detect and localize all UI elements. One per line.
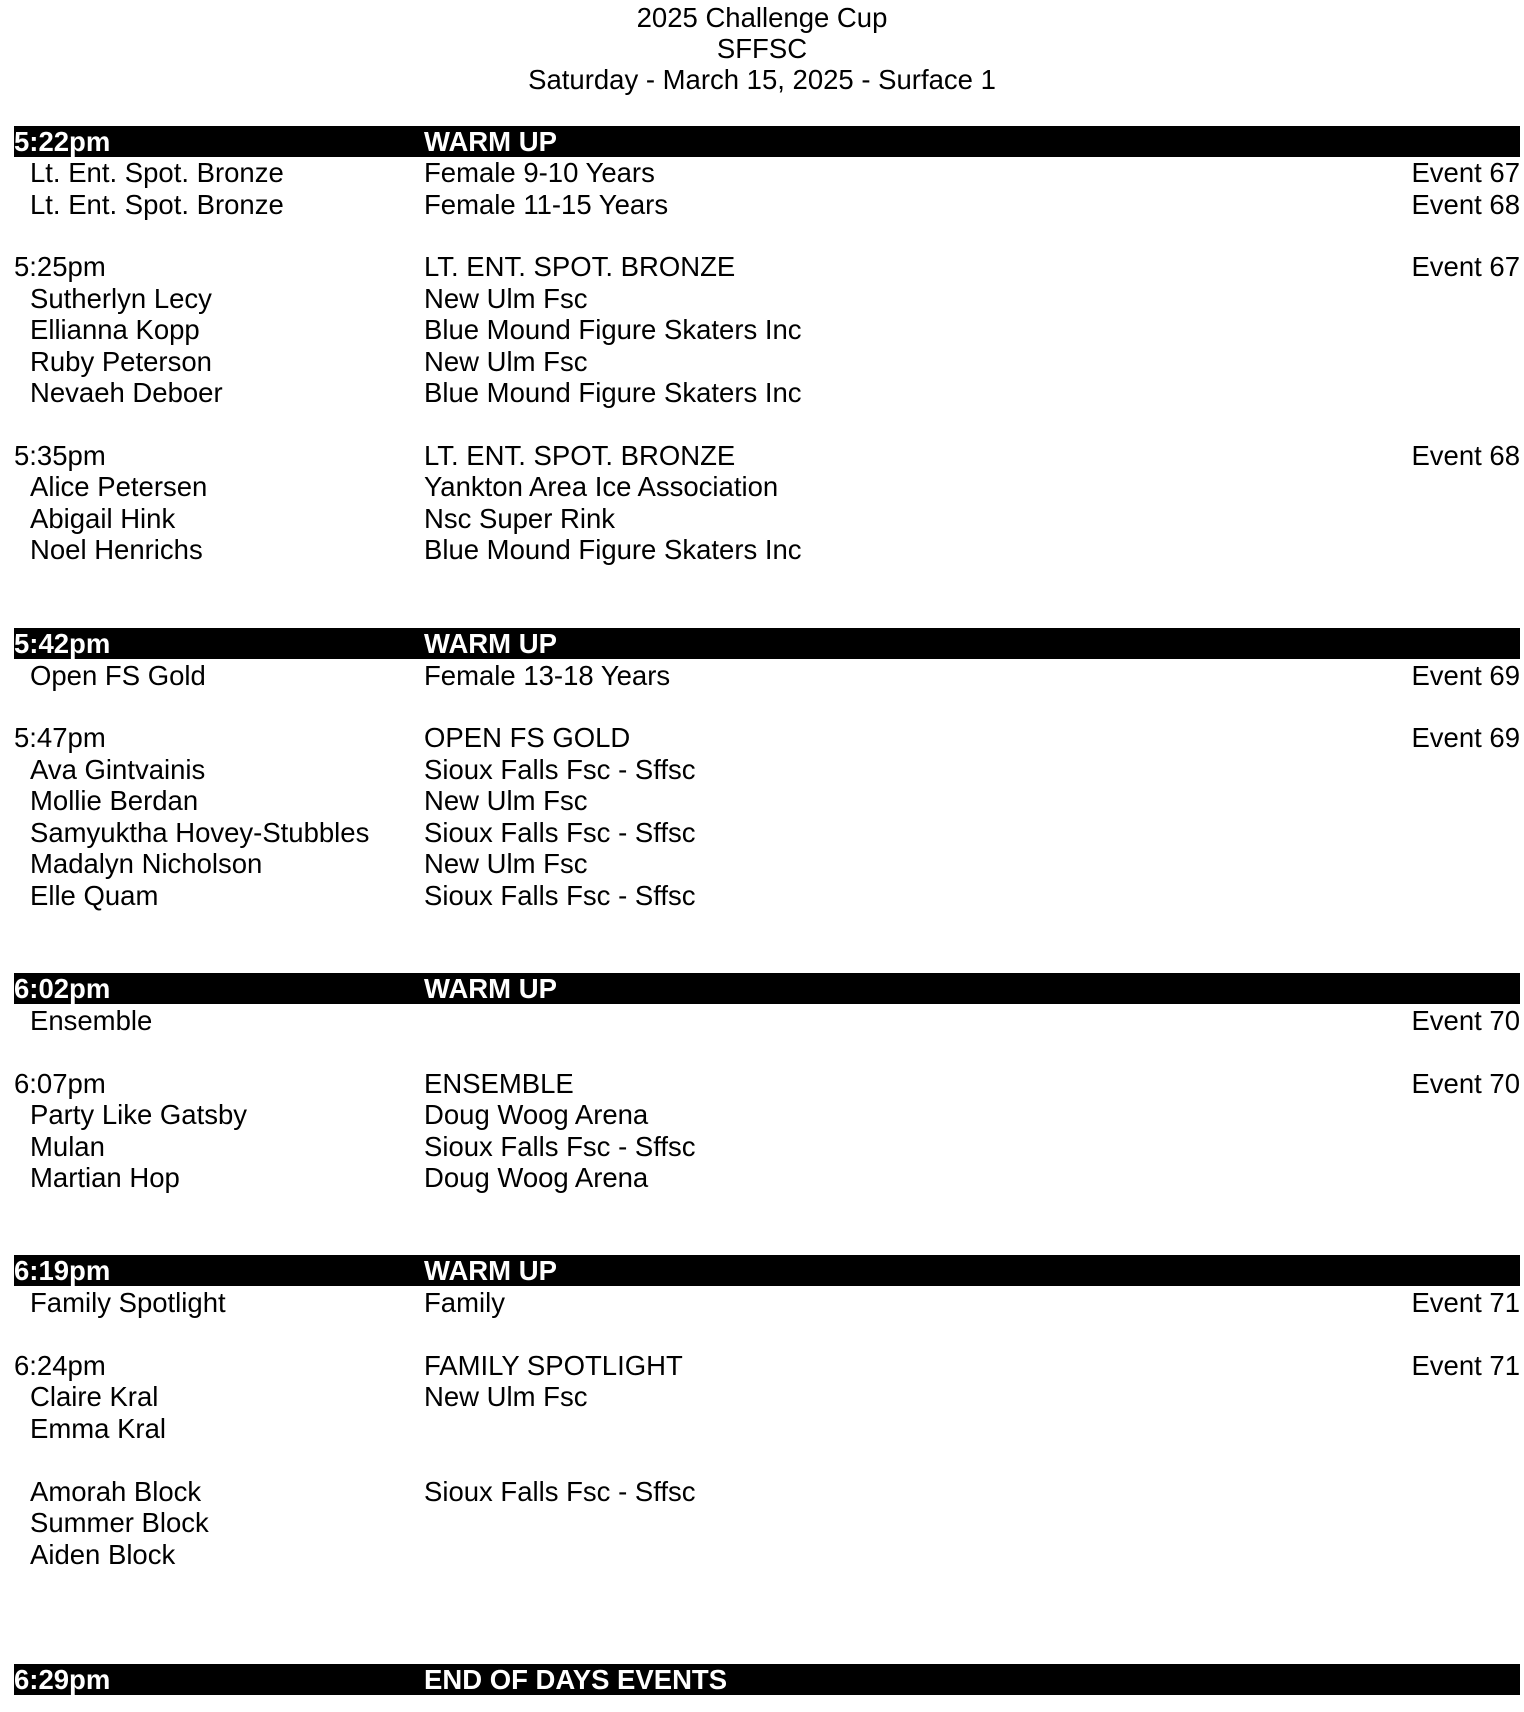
warmup-level: Open FS Gold (30, 660, 206, 691)
skater-name: Mulan (30, 1131, 105, 1162)
date-surface-line: Saturday - March 15, 2025 - Surface 1 (528, 64, 996, 95)
skater-club: Nsc Super Rink (424, 503, 616, 534)
warmup-time: 6:19pm (14, 1255, 111, 1286)
event-number: Event 69 (1411, 722, 1520, 753)
skater-club: Yankton Area Ice Association (424, 471, 779, 502)
page-header (0, 2, 1524, 95)
skater-row (14, 503, 1520, 534)
skater-row (14, 314, 1520, 345)
event-time: 5:47pm (14, 722, 106, 753)
event-name: FAMILY SPOTLIGHT (424, 1350, 683, 1381)
warmup-bar (14, 973, 1520, 1004)
skater-row (14, 754, 1520, 785)
warmup-time: 6:02pm (14, 973, 111, 1004)
skater-club: Blue Mound Figure Skaters Inc (424, 314, 802, 345)
skater-name: Ava Gintvainis (30, 754, 206, 785)
skater-name: Amorah Block (30, 1476, 202, 1507)
skater-row (14, 534, 1520, 565)
skater-row (14, 283, 1520, 314)
event-heading (14, 1350, 1520, 1381)
skater-club: New Ulm Fsc (424, 346, 588, 377)
warmup-time: 5:22pm (14, 126, 111, 157)
warmup-bar (14, 1255, 1520, 1286)
event-name: LT. ENT. SPOT. BRONZE (424, 251, 736, 282)
skater-row (14, 1131, 1520, 1162)
skater-name: Mollie Berdan (30, 785, 199, 816)
skater-name: Summer Block (30, 1507, 209, 1538)
skater-row (14, 1381, 1520, 1412)
event-time: 5:25pm (14, 251, 106, 282)
event-number: Event 67 (1411, 251, 1520, 282)
warmup-event-number: Event 68 (1411, 189, 1520, 220)
skater-name: Party Like Gatsby (30, 1099, 248, 1130)
skater-name: Samyuktha Hovey-Stubbles (30, 817, 370, 848)
skater-name: Claire Kral (30, 1381, 159, 1412)
event-name: OPEN FS GOLD (424, 722, 631, 753)
skater-club: New Ulm Fsc (424, 848, 588, 879)
event-heading (14, 251, 1520, 282)
skater-row (14, 1507, 1520, 1538)
skater-club: Sioux Falls Fsc - Sffsc (424, 1476, 696, 1507)
end-label: END OF DAYS EVENTS (424, 1664, 728, 1695)
skater-club: Doug Woog Arena (424, 1162, 649, 1193)
skater-name: Martian Hop (30, 1162, 180, 1193)
event-name: ENSEMBLE (424, 1068, 574, 1099)
warmup-row (14, 660, 1520, 691)
skater-club: Blue Mound Figure Skaters Inc (424, 534, 802, 565)
skater-row (14, 1099, 1520, 1130)
warmup-level: Family Spotlight (30, 1287, 226, 1318)
warmup-bar (14, 126, 1520, 157)
warmup-event-number: Event 71 (1411, 1287, 1520, 1318)
skater-row (14, 817, 1520, 848)
end-of-day-bar (14, 1664, 1520, 1695)
skater-name: Elle Quam (30, 880, 159, 911)
warmup-row (14, 1287, 1520, 1318)
skater-row (14, 1413, 1520, 1444)
event-time: 6:24pm (14, 1350, 106, 1381)
skater-name: Madalyn Nicholson (30, 848, 263, 879)
warmup-time: 5:42pm (14, 628, 111, 659)
skater-row (14, 346, 1520, 377)
skater-name: Aiden Block (30, 1539, 176, 1570)
warmup-group: Female 13-18 Years (424, 660, 671, 691)
warmup-label: WARM UP (424, 628, 557, 659)
skater-club: Sioux Falls Fsc - Sffsc (424, 1131, 696, 1162)
event-number: Event 70 (1411, 1068, 1520, 1099)
skater-name: Nevaeh Deboer (30, 377, 223, 408)
skater-row (14, 880, 1520, 911)
warmup-group: Female 11-15 Years (424, 189, 669, 220)
skater-name: Emma Kral (30, 1413, 166, 1444)
warmup-event-number: Event 69 (1411, 660, 1520, 691)
event-time: 5:35pm (14, 440, 106, 471)
warmup-label: WARM UP (424, 1255, 557, 1286)
skater-row (14, 848, 1520, 879)
event-number: Event 71 (1411, 1350, 1520, 1381)
event-heading (14, 440, 1520, 471)
event-time: 6:07pm (14, 1068, 106, 1099)
warmup-label: WARM UP (424, 126, 557, 157)
skater-row (14, 1162, 1520, 1193)
skater-name: Abigail Hink (30, 503, 176, 534)
warmup-event-number: Event 70 (1411, 1005, 1520, 1036)
skater-club: Sioux Falls Fsc - Sffsc (424, 880, 696, 911)
warmup-bar (14, 628, 1520, 659)
skater-row (14, 377, 1520, 408)
warmup-label: WARM UP (424, 973, 557, 1004)
skater-club: Sioux Falls Fsc - Sffsc (424, 817, 696, 848)
competition-title: 2025 Challenge Cup (636, 2, 888, 33)
skater-club: Sioux Falls Fsc - Sffsc (424, 754, 696, 785)
skater-row (14, 1476, 1520, 1507)
skater-name: Sutherlyn Lecy (30, 283, 212, 314)
warmup-event-number: Event 67 (1411, 157, 1520, 188)
warmup-row (14, 1005, 1520, 1036)
skater-club: Blue Mound Figure Skaters Inc (424, 377, 802, 408)
host-club: SFFSC (716, 33, 808, 64)
skater-club: New Ulm Fsc (424, 1381, 588, 1412)
skater-name: Ellianna Kopp (30, 314, 200, 345)
event-heading (14, 722, 1520, 753)
event-name: LT. ENT. SPOT. BRONZE (424, 440, 736, 471)
warmup-row (14, 157, 1520, 188)
skater-club: New Ulm Fsc (424, 785, 588, 816)
skater-row (14, 785, 1520, 816)
warmup-level: Ensemble (30, 1005, 153, 1036)
event-heading (14, 1068, 1520, 1099)
warmup-row (14, 189, 1520, 220)
skater-name: Alice Petersen (30, 471, 208, 502)
skater-club: Doug Woog Arena (424, 1099, 649, 1130)
skater-row (14, 1539, 1520, 1570)
warmup-group: Family (424, 1287, 505, 1318)
skater-name: Noel Henrichs (30, 534, 203, 565)
skater-club: New Ulm Fsc (424, 283, 588, 314)
warmup-level: Lt. Ent. Spot. Bronze (30, 157, 284, 188)
skater-name: Ruby Peterson (30, 346, 212, 377)
warmup-group: Female 9-10 Years (424, 157, 655, 188)
event-number: Event 68 (1411, 440, 1520, 471)
warmup-level: Lt. Ent. Spot. Bronze (30, 189, 284, 220)
end-time: 6:29pm (14, 1664, 111, 1695)
skater-row (14, 471, 1520, 502)
